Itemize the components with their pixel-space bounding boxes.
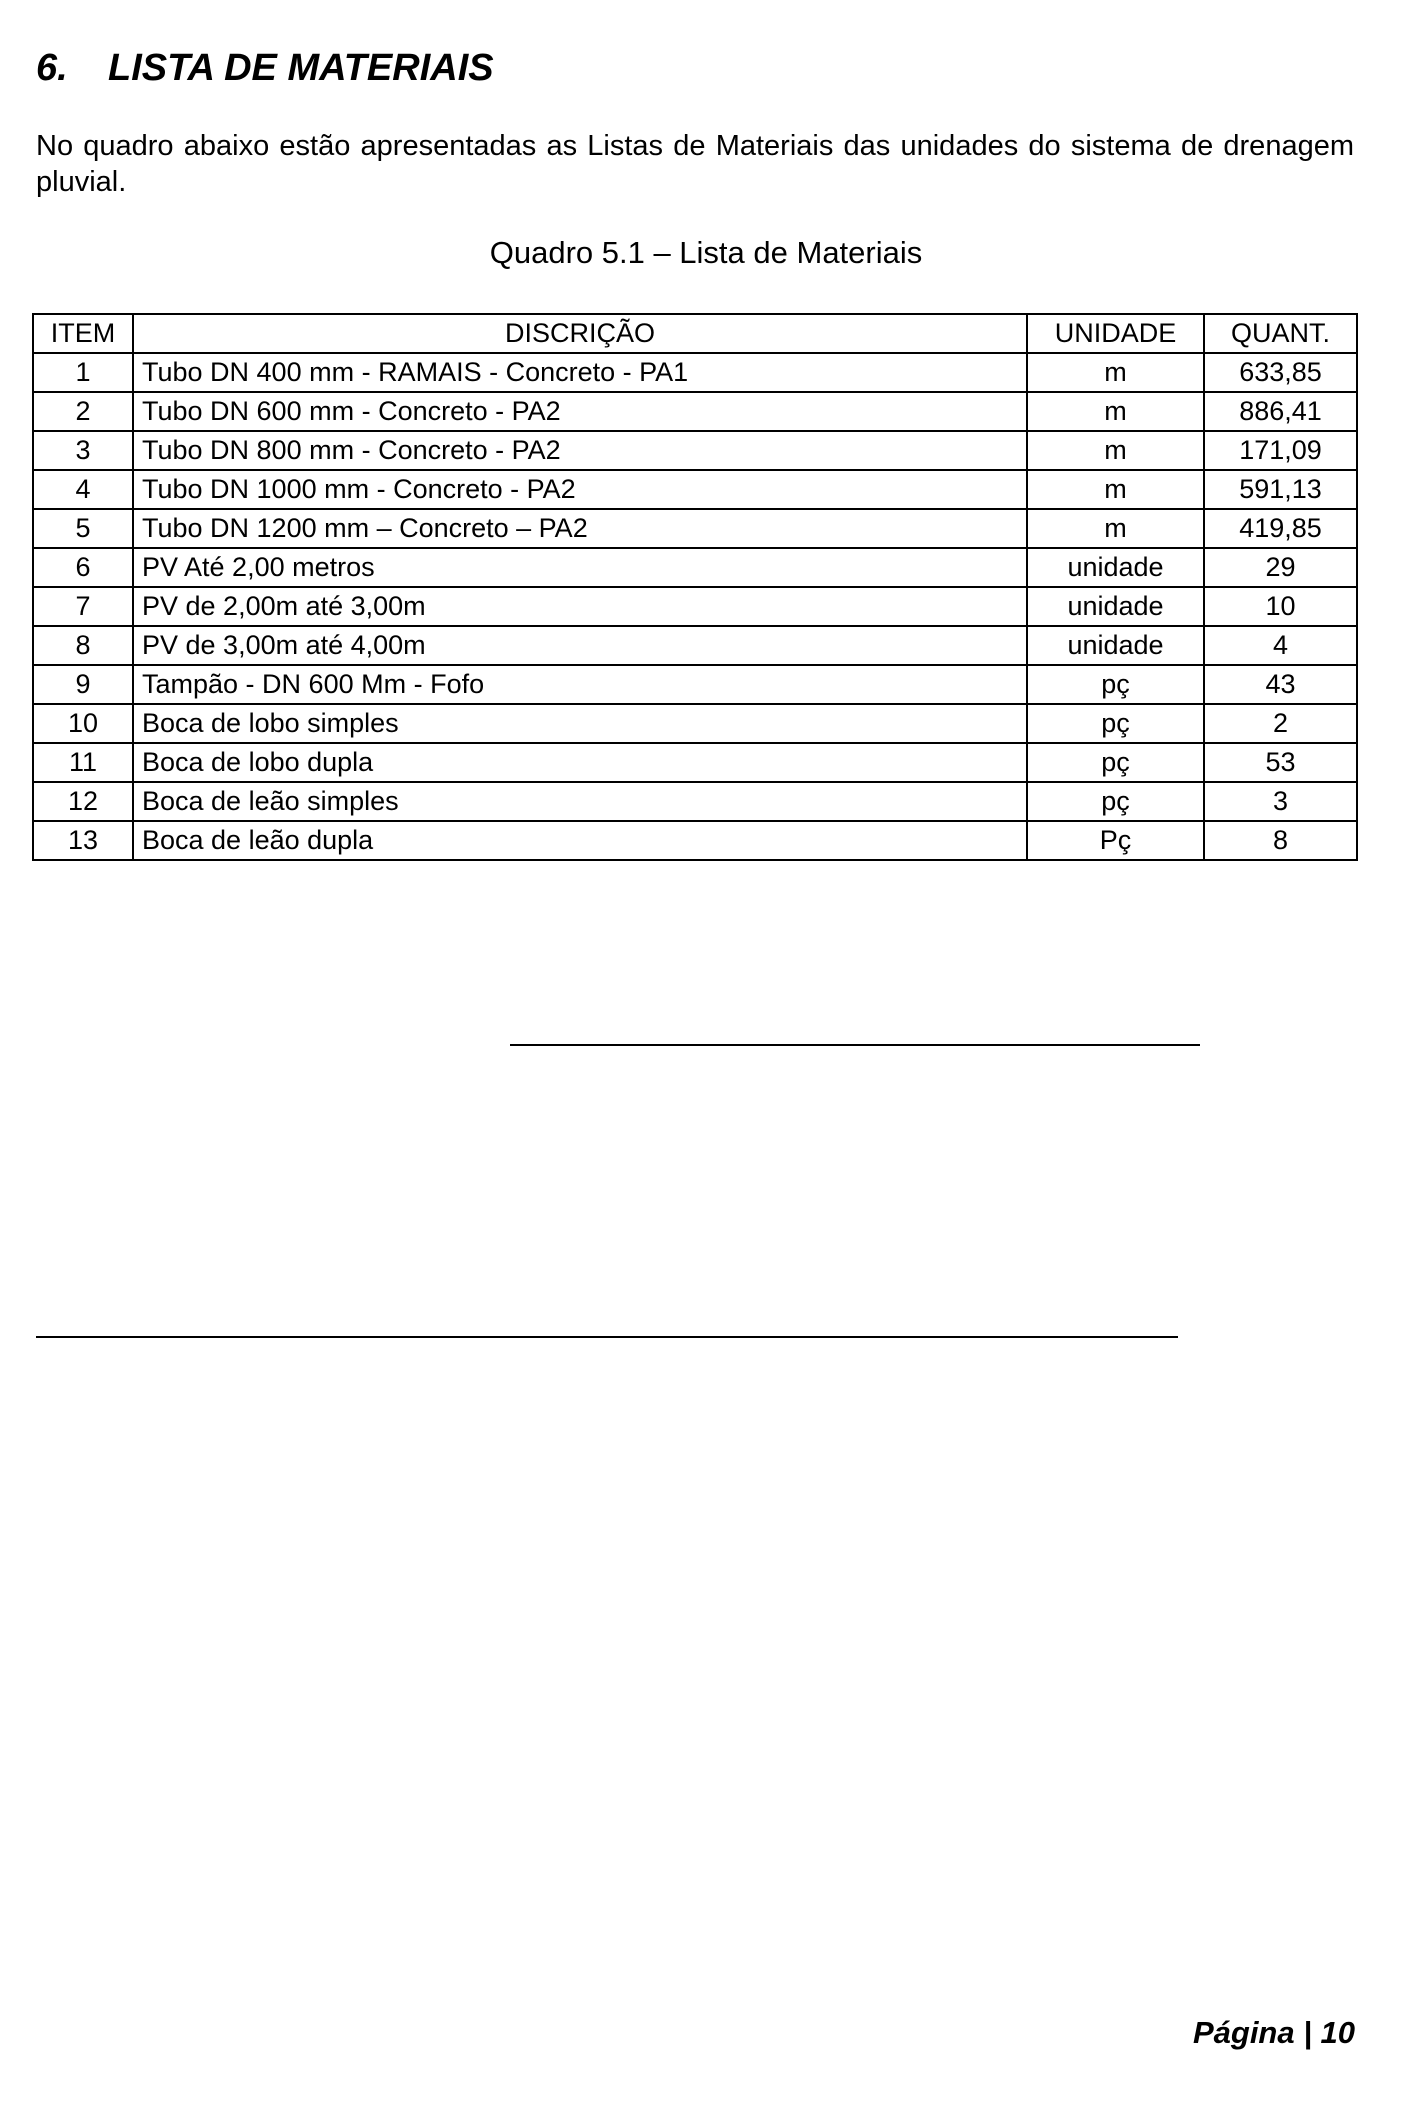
cell-description: Tubo DN 400 mm - RAMAIS - Concreto - PA1: [133, 353, 1027, 392]
signature-line: [510, 1044, 1200, 1046]
table-row: [33, 587, 1357, 626]
table-row: [33, 626, 1357, 665]
cell-unit: unidade: [1027, 587, 1204, 626]
header-unit: UNIDADE: [1027, 314, 1204, 353]
cell-unit: unidade: [1027, 548, 1204, 587]
cell-item: 13: [33, 821, 133, 860]
cell-description: Tubo DN 1200 mm – Concreto – PA2: [133, 509, 1027, 548]
cell-item: 6: [33, 548, 133, 587]
cell-quantity: 591,13: [1204, 470, 1357, 509]
table-row: [33, 392, 1357, 431]
cell-quantity: 53: [1204, 743, 1357, 782]
section-number: 6.: [36, 47, 68, 89]
section-heading: [36, 46, 494, 92]
table-body: [33, 353, 1357, 860]
table-row: [33, 743, 1357, 782]
cell-unit: pç: [1027, 743, 1204, 782]
table-row: [33, 704, 1357, 743]
table-row: [33, 665, 1357, 704]
cell-quantity: 3: [1204, 782, 1357, 821]
cell-unit: unidade: [1027, 626, 1204, 665]
table-header-row: [33, 314, 1357, 353]
cell-quantity: 171,09: [1204, 431, 1357, 470]
table-row: [33, 821, 1357, 860]
cell-quantity: 4: [1204, 626, 1357, 665]
cell-item: 12: [33, 782, 133, 821]
cell-quantity: 886,41: [1204, 392, 1357, 431]
cell-unit: m: [1027, 431, 1204, 470]
cell-item: 3: [33, 431, 133, 470]
cell-unit: pç: [1027, 782, 1204, 821]
cell-quantity: 43: [1204, 665, 1357, 704]
cell-description: Tubo DN 1000 mm - Concreto - PA2: [133, 470, 1027, 509]
cell-description: Boca de lobo dupla: [133, 743, 1027, 782]
section-title: LISTA DE MATERIAIS: [108, 47, 494, 89]
cell-description: PV de 3,00m até 4,00m: [133, 626, 1027, 665]
cell-description: Boca de lobo simples: [133, 704, 1027, 743]
cell-quantity: 10: [1204, 587, 1357, 626]
table-row: [33, 782, 1357, 821]
cell-quantity: 633,85: [1204, 353, 1357, 392]
cell-item: 2: [33, 392, 133, 431]
cell-unit: Pç: [1027, 821, 1204, 860]
signature-line: [36, 1336, 1178, 1338]
cell-item: 10: [33, 704, 133, 743]
page-number: Página | 10: [1192, 2015, 1355, 2050]
cell-item: 1: [33, 353, 133, 392]
cell-description: Boca de leão simples: [133, 782, 1027, 821]
cell-item: 8: [33, 626, 133, 665]
header-description: DISCRIÇÃO: [133, 314, 1027, 353]
cell-unit: pç: [1027, 665, 1204, 704]
table-row: [33, 431, 1357, 470]
table-caption: Quadro 5.1 – Lista de Materiais: [489, 235, 923, 270]
table-row: [33, 509, 1357, 548]
cell-description: Tubo DN 600 mm - Concreto - PA2: [133, 392, 1027, 431]
header-quantity: QUANT.: [1204, 314, 1357, 353]
cell-description: Boca de leão dupla: [133, 821, 1027, 860]
table-row: [33, 353, 1357, 392]
cell-description: Tubo DN 800 mm - Concreto - PA2: [133, 431, 1027, 470]
cell-item: 7: [33, 587, 133, 626]
materials-table: [32, 313, 1358, 861]
header-item: ITEM: [33, 314, 133, 353]
cell-unit: m: [1027, 470, 1204, 509]
cell-item: 5: [33, 509, 133, 548]
cell-description: Tampão - DN 600 Mm - Fofo: [133, 665, 1027, 704]
cell-quantity: 419,85: [1204, 509, 1357, 548]
cell-unit: pç: [1027, 704, 1204, 743]
intro-paragraph: No quadro abaixo estão apresentadas as Listas de Materiais das unidades do sistema de drenagem pluvial.: [36, 130, 1354, 198]
cell-unit: m: [1027, 509, 1204, 548]
cell-item: 4: [33, 470, 133, 509]
cell-description: PV de 2,00m até 3,00m: [133, 587, 1027, 626]
cell-unit: m: [1027, 392, 1204, 431]
cell-unit: m: [1027, 353, 1204, 392]
cell-item: 9: [33, 665, 133, 704]
table-row: [33, 470, 1357, 509]
cell-quantity: 29: [1204, 548, 1357, 587]
cell-description: PV Até 2,00 metros: [133, 548, 1027, 587]
table-row: [33, 548, 1357, 587]
cell-quantity: 8: [1204, 821, 1357, 860]
cell-item: 11: [33, 743, 133, 782]
cell-quantity: 2: [1204, 704, 1357, 743]
